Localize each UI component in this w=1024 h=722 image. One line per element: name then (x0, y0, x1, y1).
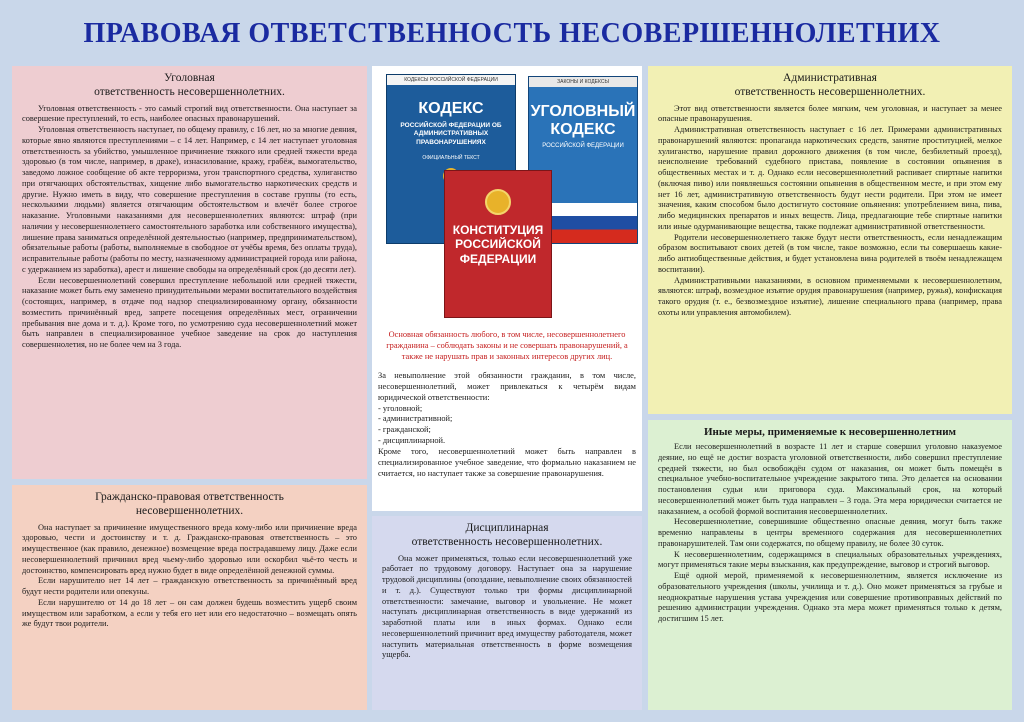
coat-of-arms-icon (485, 189, 511, 215)
other-measures-paragraph: Ещё одной мерой, применяемой к несовершеннолетним, является исключение из образовательного учреждения (школы, училища и т. д.). Оно может применяться за грубые и неоднократные нарушения устава учреждения или совершение противоправных действий по решению администрации учреждения. Однако эта мера может применяться только к детям, достигшим 15 лет. (658, 571, 1002, 624)
civil-paragraph: Если нарушителю нет 14 лет – гражданскую ответственность за причинённый вред будут нести родители или опекуны. (22, 576, 357, 597)
criminal-heading-line1: Уголовная (164, 72, 215, 84)
book-subtitle: РОССИЙСКОЙ ФЕДЕРАЦИИ ОБ АДМИНИСТРАТИВНЫХ ПРАВОНАРУШЕНИЯХ (400, 121, 502, 146)
administrative-paragraph: Административная ответственность наступает с 16 лет. Примерами административных правонарушений являются: пропаганда наркотических средств, занятие проституцией, мелкое хулиганство, нарушение правил дорожного движения (в том числе, безбилетный проезд), неисполнение требований судебного пристава, появление в состоянии опьянения в общественных местах и т. д. Однако если несовершеннолетний распивает спиртные напитки (включая пиво) или появляешься состоянии опьянения в общественном месте, и при этом ему нет 16 лет, административную ответственность будут нести родители. При этом не имеет значения, каким способом было достигнуто состояние опьянения: употреблением вина, пива, либо медицинских препаратов и иных веществ. Лица, предлагающие тебе спиртные напитки или иные одурманивающие вещества, также подлежат административной ответственности. (658, 125, 1002, 231)
book-official-text: ОФИЦИАЛЬНЫЙ ТЕКСТ (422, 155, 480, 162)
liability-type-item: - уголовной; (378, 403, 423, 413)
disciplinary-liability-panel (372, 516, 642, 710)
civil-liability-panel (12, 485, 367, 710)
poster-title: ПРАВОВАЯ ОТВЕТСТВЕННОСТЬ НЕСОВЕРШЕННОЛЕТНИХ (83, 18, 941, 49)
book-subtitle: РОССИЙСКОЙ ФЕДЕРАЦИИ (542, 142, 624, 149)
codes-books-image (378, 66, 636, 324)
criminal-paragraph: Уголовная ответственность - это самый строгий вид ответственности. Она наступает за совершение преступлений, то есть, наиболее опасных правонарушений. (22, 103, 357, 124)
book-band-text: КОДЕКСЫ РОССИЙСКОЙ ФЕДЕРАЦИИ (387, 75, 515, 85)
criminal-heading (22, 72, 357, 100)
liability-type-item: - дисциплинарной. (378, 436, 446, 446)
civil-heading-line2: несовершеннолетних. (135, 504, 244, 517)
criminal-liability-panel (12, 66, 367, 479)
other-measures-panel (648, 420, 1012, 710)
other-measures-paragraph: Несовершеннолетние, совершившие общественно опасные деяния, могут быть также временно направлены в центры временного содержания для несовершеннолетних правонарушителей. Там они содержатся, по общему правилу, не более 30 суток. (658, 517, 1002, 548)
other-measures-paragraph: К несовершеннолетним, содержащимся в специальных образовательных учреждениях, могут применяться такие меры взыскания, как предупреждение, выговор и строгий выговор. (658, 549, 1002, 570)
book-title: УГОЛОВНЫЙ КОДЕКС (530, 103, 636, 138)
civil-heading-line1: Гражданско-правовая ответственность (95, 491, 284, 503)
liability-intro: За невыполнение этой обязанности гражданин, в том числе, несовершеннолетний, может привлекаться к четырём видам юридической ответственности: (378, 370, 636, 402)
disciplinary-heading-line1: Дисциплинарная (465, 522, 549, 534)
administrative-heading-line2: ответственность несовершеннолетних. (734, 85, 926, 98)
administrative-liability-panel (648, 66, 1012, 414)
liability-type-item: - административной; (378, 414, 453, 424)
disciplinary-paragraph: Она может применяться, только если несовершеннолетний уже работает по трудовому договору. Наступает она за нарушение трудовой дисциплины (опоздание, невыполнение своих обязанностей и т. д.). Существуют только три формы дисциплинарной ответственности: замечание, выговор и увольнение. Не может наступать дисциплинарная ответственность в виде удержаний из заработной платы или в иных формах. Однако если несовершеннолетний причинит вред имуществу работодателя, может наступить материальная ответственность в форме возмещения ущерба. (382, 553, 632, 660)
civil-heading (22, 491, 357, 519)
other-measures-heading: Иные меры, применяемые к несовершеннолетним (703, 426, 957, 438)
liability-types-text (378, 371, 636, 480)
criminal-paragraph: Если несовершеннолетний совершил преступление небольшой или средней тяжести, наказание может быть ему заменено принудительными мерами воспитательного воздействия (состоящих, например, в отдаче под надзор специализированному органу, обязанности возместить причинённый вред, запрете посещения определённых мест, ограничении пребывания вне дома и т. д.). Кроме того, по усмотрению суда несовершеннолетний может быть направлен в специализированное учебное заведение на срок до наступления совершеннолетия, но не более чем на 3 года. (22, 275, 357, 350)
main-obligation-note: Основная обязанность любого, в том числе, несовершеннолетнего гражданина – соблюдать законы и не совершать правонарушений, а также не нарушать прав и законных интересов других лиц. (386, 330, 628, 361)
civil-paragraph: Она наступает за причинение имущественного вреда кому-либо или причинение вреда здоровью, чести и достоинству и т. д. Гражданско-правовая ответственность – это имущественное (как правило, денежное) возмещение вреда пострадавшему лицу. Даже если несовершеннолетний причинил вред чьему-либо здоровью или оскорбил чьё-то честь и достоинство, компенсировать вред нужно будет в виде определённой денежной суммы. (22, 522, 357, 575)
liability-outro: Кроме того, несовершеннолетний может быть направлен в специализированное учебное заведение, что формально наказанием не считается, но наступает также за совершение правонарушения. (378, 447, 636, 479)
criminal-paragraph: Уголовная ответственность наступает, по общему правилу, с 16 лет, но за многие деяния, которые явно являются преступлениями – с 14 лет. Например, с 14 лет наступает уголовная ответственность за убийство, умышленное причинение тяжкого или средней тяжести вреда здоровью (в том числе, например, в драке), изнасилование, кражу, грабёж, вымогательство, заведомо ложное сообщение об акте терроризма, угон транспортного средства, хулиганство при отягчающих обстоятельствах, хищение либо вымогательство наркотических средств и другие. Нужно иметь в виду, что совершение преступления в составе группы (то есть, несколькими людьми) является отягчающим обстоятельством и влечёт более строгое наказание. Уголовными наказаниями для несовершеннолетних являются: штраф (при наличии у несовершеннолетнего самостоятельного заработка или собственного имущества), лишение права заниматься определённой деятельностью (например, предпринимательством), обязательные работы (работы, выполняемые в свободное от учёбы время, без оплаты труда), исправительные работы (работы по месту, назначенному администрацией города или района, с удержанием из заработка), арест и лишение свободы на определённый срок (до десяти лет). (22, 125, 357, 274)
constitution-book (444, 170, 552, 318)
other-measures-paragraph: Если несовершеннолетний в возрасте 11 лет и старше совершил уголовно наказуемое деяние, но ещё не достиг возраста уголовной ответственности, либо совершил преступление средней тяжести, но был освобождён судом от наказания, он может быть помещён в специальное учебно-воспитательное учреждение закрытого типа. Это делается на основании постановления судьи или приговора суда. Максимальный срок, на который несовершеннолетний может быть туда направлен – 3 года. Эта мера юридически считается не наказанием, а особой формой воспитания несовершеннолетних. (658, 442, 1002, 516)
book-title: КОНСТИТУЦИЯ РОССИЙСКОЙ ФЕДЕРАЦИИ (452, 223, 544, 266)
administrative-heading (658, 72, 1002, 100)
criminal-heading-line2: ответственность несовершеннолетних. (94, 85, 285, 98)
book-title: КОДЕКС (418, 100, 484, 118)
administrative-paragraph: Родители несовершеннолетнего также будут нести ответственность, если ненадлежащим образом воспитывают своих детей (в том числе, такое возможно, если ты совершаешь какие-либо антиобщественные действия, и будет установлена вина родителей в твоём ненадлежащем воспитании). (658, 232, 1002, 274)
administrative-paragraph: Административными наказаниями, в основном применяемыми к несовершеннолетним, являются: штраф, возмездное изъятие орудия правонарушения (например, ружья), конфискация такого орудия (т. е., безвозмездное изъятие), лишение специального права (например, права охоты или управления автомобилем). (658, 275, 1002, 317)
civil-paragraph: Если нарушителю от 14 до 18 лет – он сам должен будешь возместить ущерб своим имуществом или заработком, а если у тебя его нет или его недостаточно – возмещать опять же будут твои родители. (22, 597, 357, 629)
administrative-heading-line1: Административная (783, 72, 877, 84)
disciplinary-heading-line2: ответственность несовершеннолетних. (411, 535, 603, 548)
obligation-panel (372, 66, 642, 511)
administrative-paragraph: Этот вид ответственности является более мягким, чем уголовная, и наступает за менее опасные правонарушения. (658, 103, 1002, 124)
liability-type-item: - гражданской; (378, 425, 431, 435)
book-band-text: ЗАКОНЫ И КОДЕКСЫ (529, 77, 637, 87)
disciplinary-heading (382, 522, 632, 550)
